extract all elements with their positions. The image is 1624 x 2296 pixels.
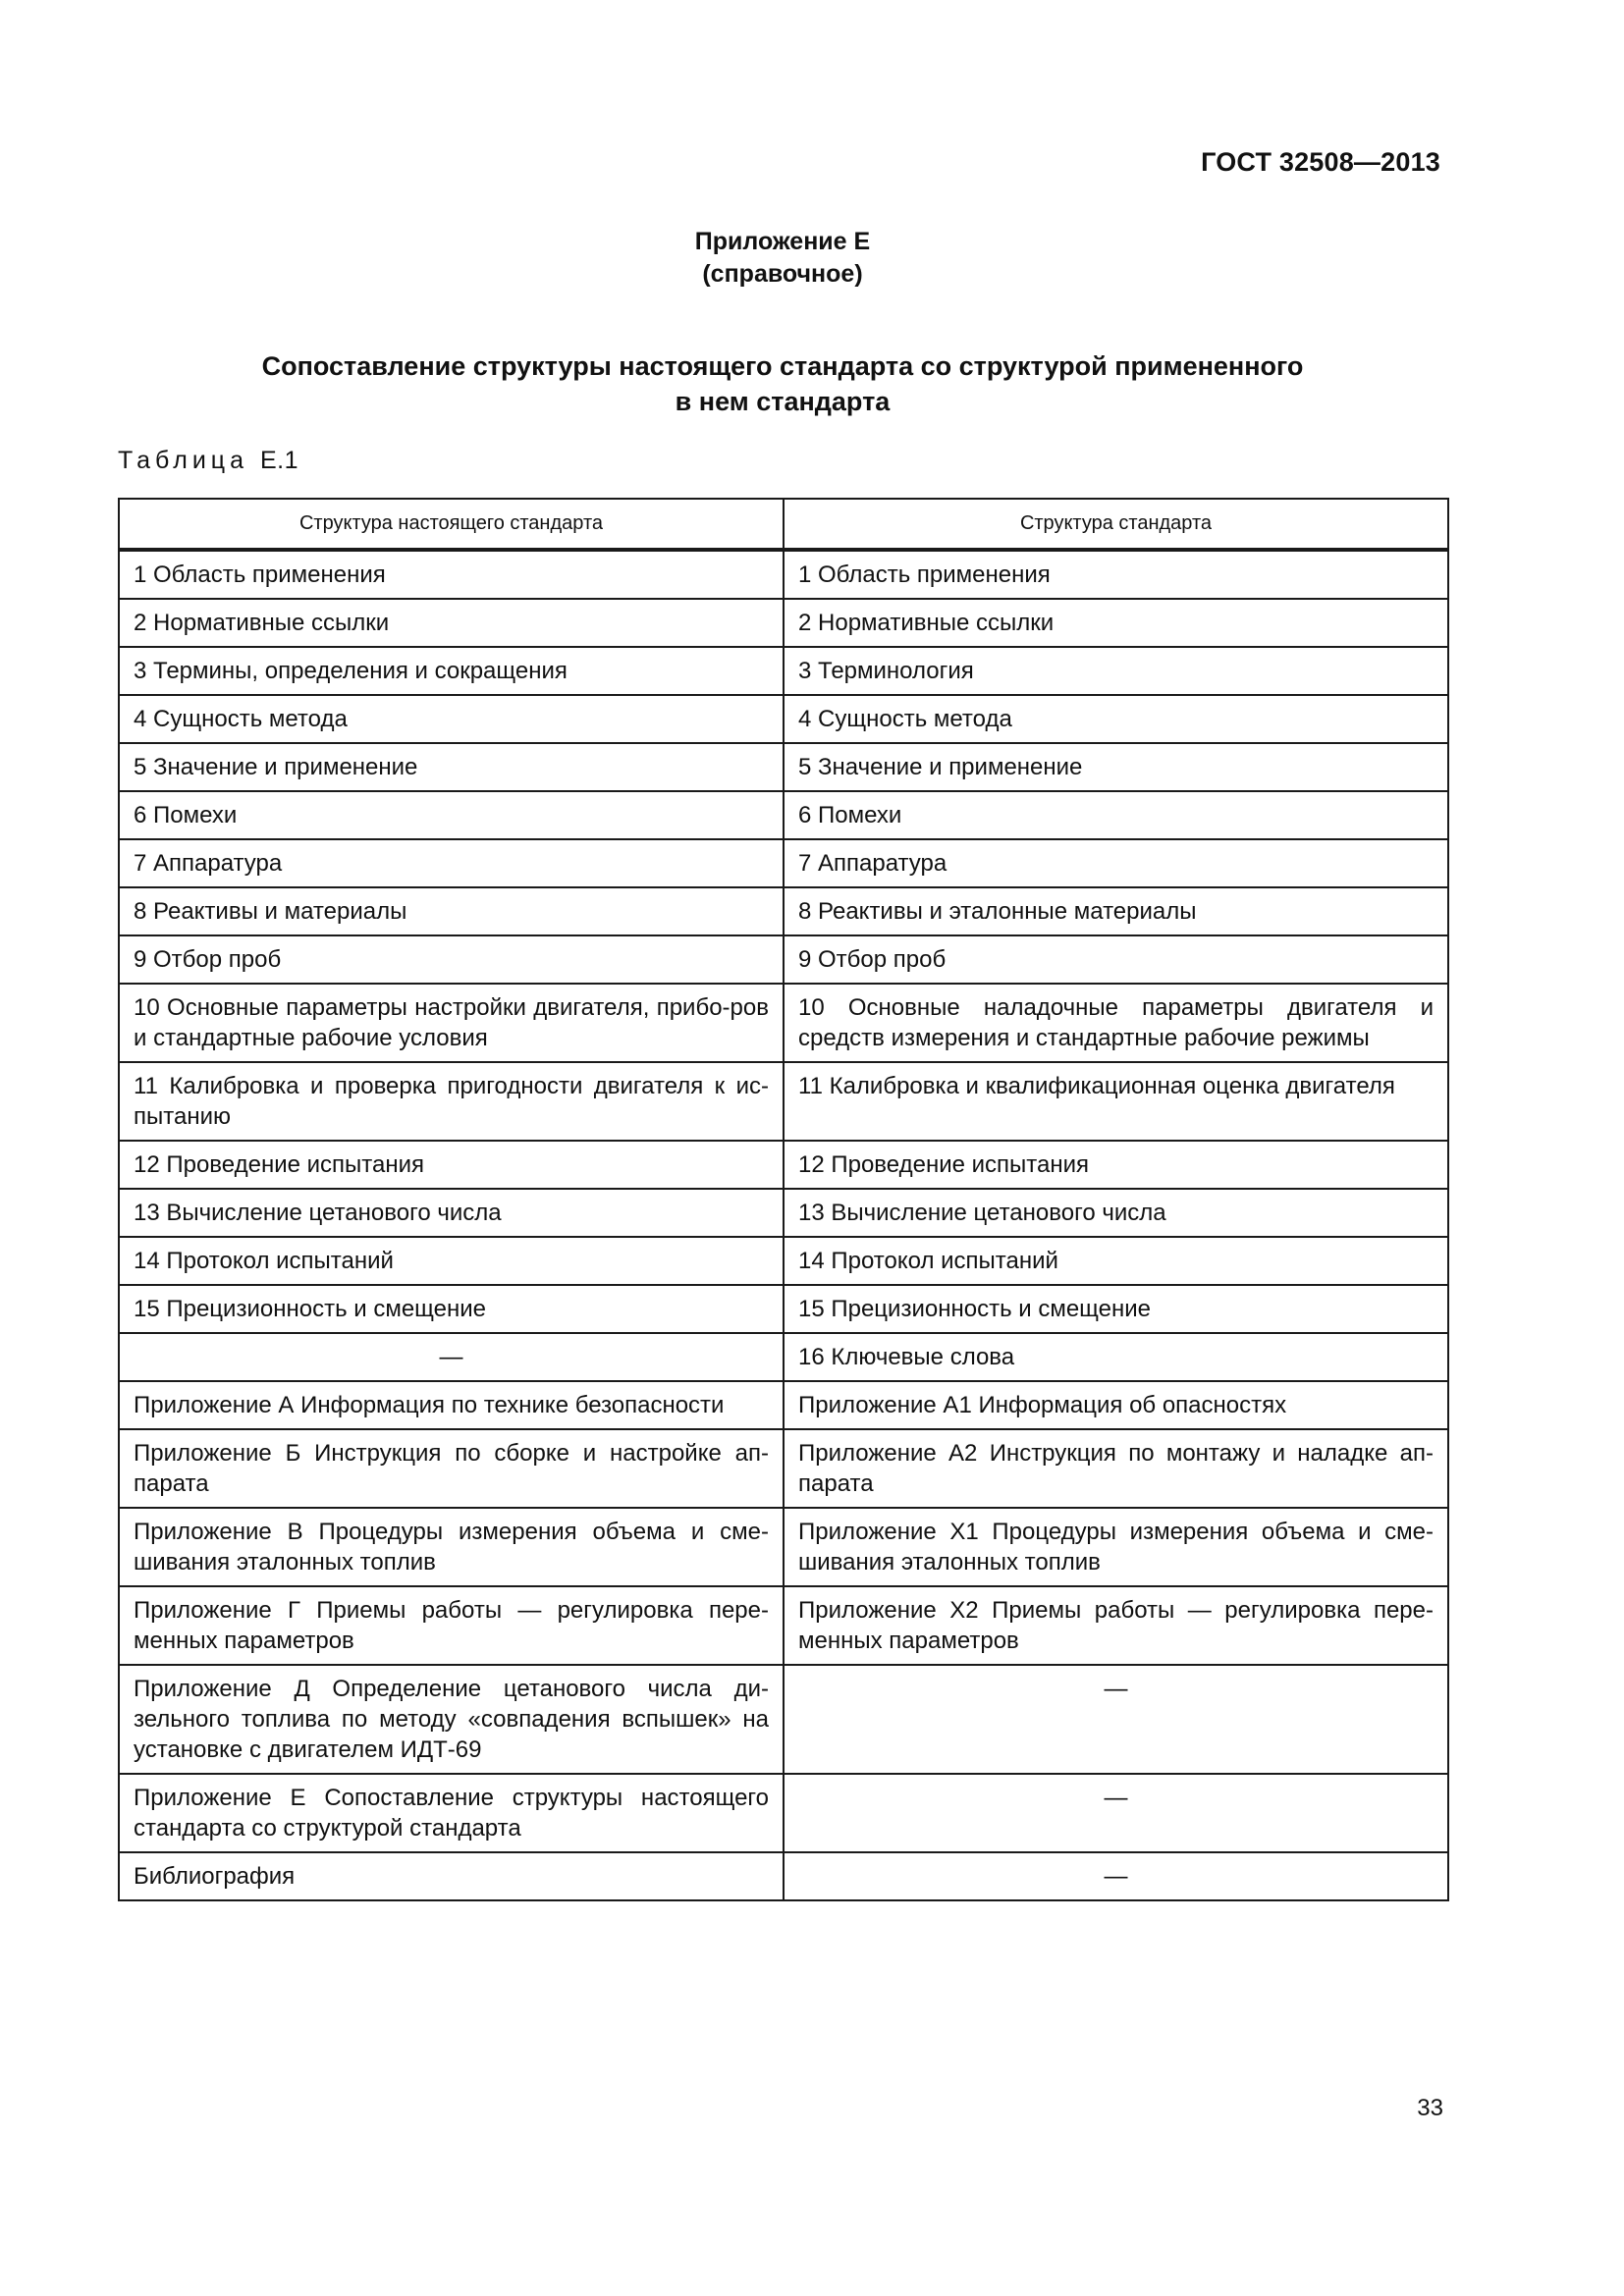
document-code: ГОСТ 32508—2013: [1201, 147, 1440, 177]
table-cell-dash: —: [784, 1774, 1448, 1852]
table-cell: Приложение Е Сопоставление структуры настоящего стандарта со структурой стандарта: [119, 1774, 784, 1852]
table-cell: 7 Аппаратура: [119, 839, 784, 887]
table-cell: Приложение А Информация по технике безопасности: [119, 1381, 784, 1429]
table-cell: 6 Помехи: [784, 791, 1448, 839]
table-cell: 2 Нормативные ссылки: [119, 599, 784, 647]
table-cell: 11 Калибровка и проверка пригодности двигателя к ис-пытанию: [119, 1062, 784, 1141]
table-row: [119, 1237, 1448, 1285]
table-cell: 9 Отбор проб: [119, 935, 784, 984]
column-header-this-standard: Структура настоящего стандарта: [119, 499, 784, 550]
title-line-2: в нем стандарта: [675, 387, 891, 416]
appendix-heading: [0, 226, 1565, 291]
table-caption-number: Е.1: [259, 447, 299, 474]
table-row: [119, 1141, 1448, 1189]
table-cell: 10 Основные параметры настройки двигателя, прибо-ров и стандартные рабочие условия: [119, 984, 784, 1062]
appendix-kind: (справочное): [702, 260, 863, 288]
table-cell: 12 Проведение испытания: [119, 1141, 784, 1189]
table-header-row: [119, 499, 1448, 550]
page-number: 33: [1417, 2095, 1443, 2121]
table-cell: Приложение X1 Процедуры измерения объема и сме-шивания эталонных топлив: [784, 1508, 1448, 1586]
table-row: [119, 647, 1448, 695]
table-row: [119, 935, 1448, 984]
table-cell: 13 Вычисление цетанового числа: [119, 1189, 784, 1237]
table-cell: 1 Область применения: [119, 550, 784, 599]
column-header-applied-standard: Структура стандарта: [784, 499, 1448, 550]
table-cell: 10 Основные наладочные параметры двигателя и средств измерения и стандартные рабочие режимы: [784, 984, 1448, 1062]
table-row: [119, 1852, 1448, 1900]
table-caption: [118, 447, 298, 475]
table-cell-dash: —: [784, 1665, 1448, 1774]
table-cell: Приложение А2 Инструкция по монтажу и наладке ап-парата: [784, 1429, 1448, 1508]
table-cell: Приложение Г Приемы работы — регулировка пере-менных параметров: [119, 1586, 784, 1665]
appendix-label: Приложение Е: [694, 228, 871, 255]
table-cell: 15 Прецизионность и смещение: [119, 1285, 784, 1333]
table-cell: 4 Сущность метода: [784, 695, 1448, 743]
table-cell: 6 Помехи: [119, 791, 784, 839]
table-row: [119, 1285, 1448, 1333]
table-cell: 5 Значение и применение: [119, 743, 784, 791]
table-cell: Библиография: [119, 1852, 784, 1900]
table-cell: 14 Протокол испытаний: [119, 1237, 784, 1285]
table-cell-dash: —: [784, 1852, 1448, 1900]
table-row: [119, 695, 1448, 743]
table-cell: 15 Прецизионность и смещение: [784, 1285, 1448, 1333]
table-row: [119, 1665, 1448, 1774]
table-cell: 4 Сущность метода: [119, 695, 784, 743]
structure-comparison-table: [118, 498, 1449, 1901]
table-cell: 16 Ключевые слова: [784, 1333, 1448, 1381]
table-caption-word: Таблица: [118, 447, 249, 474]
table-row: [119, 1774, 1448, 1852]
table-cell: Приложение А1 Информация об опасностях: [784, 1381, 1448, 1429]
table-cell: 8 Реактивы и материалы: [119, 887, 784, 935]
page-title: [0, 348, 1565, 419]
title-line-1: Сопоставление структуры настоящего стандарта со структурой примененного: [261, 351, 1304, 381]
table-row: [119, 1586, 1448, 1665]
table-cell: 8 Реактивы и эталонные материалы: [784, 887, 1448, 935]
table-cell: 3 Термины, определения и сокращения: [119, 647, 784, 695]
table-cell: 12 Проведение испытания: [784, 1141, 1448, 1189]
table-cell: Приложение Б Инструкция по сборке и настройке ап-парата: [119, 1429, 784, 1508]
table-cell-dash: —: [119, 1333, 784, 1381]
table-row: [119, 550, 1448, 599]
table-row: [119, 887, 1448, 935]
table-row: [119, 599, 1448, 647]
table-cell: 2 Нормативные ссылки: [784, 599, 1448, 647]
table-cell: 13 Вычисление цетанового числа: [784, 1189, 1448, 1237]
table-cell: Приложение В Процедуры измерения объема и сме-шивания эталонных топлив: [119, 1508, 784, 1586]
table-row: [119, 984, 1448, 1062]
table-cell: 11 Калибровка и квалификационная оценка двигателя: [784, 1062, 1448, 1141]
table-row: [119, 743, 1448, 791]
table-cell: 7 Аппаратура: [784, 839, 1448, 887]
table-cell: 14 Протокол испытаний: [784, 1237, 1448, 1285]
table-cell: 3 Терминология: [784, 647, 1448, 695]
table-row: [119, 839, 1448, 887]
table-cell: 9 Отбор проб: [784, 935, 1448, 984]
table-cell: 5 Значение и применение: [784, 743, 1448, 791]
table-row: [119, 1508, 1448, 1586]
table-cell: Приложение X2 Приемы работы — регулировка пере-менных параметров: [784, 1586, 1448, 1665]
table-cell: 1 Область применения: [784, 550, 1448, 599]
table-row: [119, 1429, 1448, 1508]
table-row: [119, 1062, 1448, 1141]
table-cell: Приложение Д Определение цетанового числа ди-зельного топлива по методу «совпадения вспышек» на установке с двигателем ИДТ-69: [119, 1665, 784, 1774]
table-row: [119, 791, 1448, 839]
table-row: [119, 1381, 1448, 1429]
table-row: [119, 1333, 1448, 1381]
table-row: [119, 1189, 1448, 1237]
